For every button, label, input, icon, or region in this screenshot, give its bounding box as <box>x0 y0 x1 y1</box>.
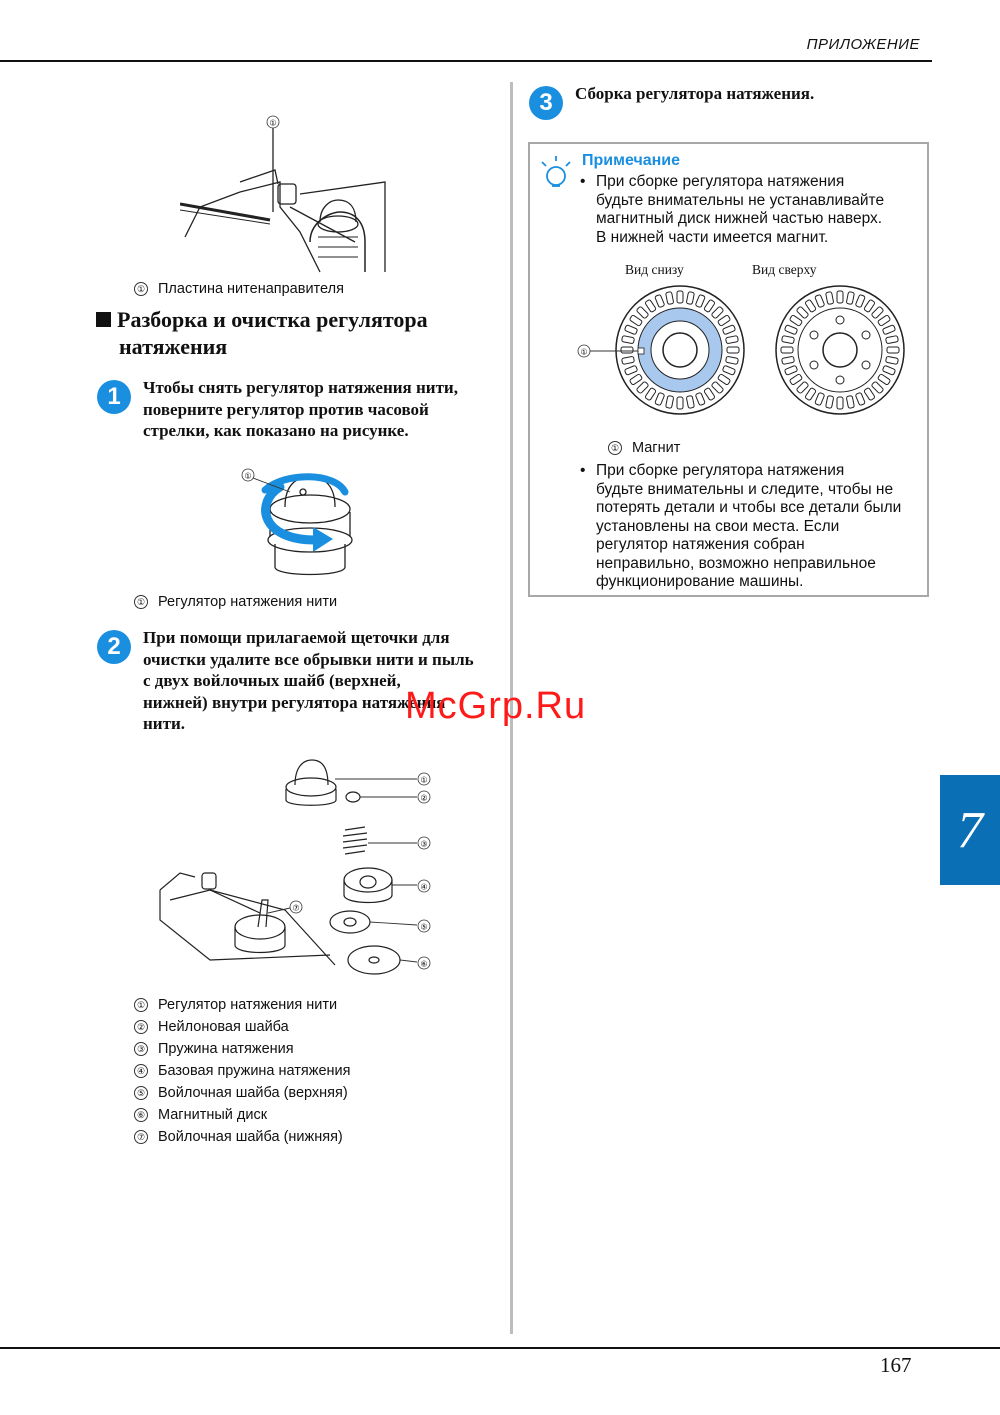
callout-3: ③ <box>420 839 428 849</box>
caption-marker: ① <box>134 595 148 609</box>
header-rule <box>0 60 932 62</box>
page-number: 167 <box>880 1353 912 1377</box>
chapter-number: 7 <box>957 801 983 859</box>
list-label: Магнитный диск <box>158 1107 268 1123</box>
list-item <box>134 1104 351 1126</box>
list-marker: ⑥ <box>134 1108 148 1122</box>
callout-1: ① <box>420 775 428 785</box>
step-2-line: с двух войлочных шайб (верхней, <box>143 671 401 690</box>
label-top-view: Вид сверху <box>752 262 817 277</box>
list-marker: ⑤ <box>134 1086 148 1100</box>
callout-7: ⑦ <box>292 903 300 913</box>
list-label: Пружина натяжения <box>158 1041 294 1057</box>
list-item <box>134 1038 351 1060</box>
note-line: установлены на свои места. Если <box>596 517 840 535</box>
figure-caption <box>134 281 344 297</box>
tension-assembly-figure <box>150 755 440 985</box>
list-item <box>134 1060 351 1082</box>
section-title <box>96 306 428 360</box>
chapter-tab[interactable] <box>940 775 1000 885</box>
note-line: функционирование машины. <box>596 573 804 590</box>
note-line: будьте внимательны и следите, чтобы не <box>596 480 894 498</box>
note-line: неправильно, возможно неправильное <box>596 554 876 572</box>
caption-marker: ① <box>134 282 148 296</box>
step-1-line: Чтобы снять регулятор натяжения нити, <box>143 378 458 397</box>
bullet: • <box>580 462 586 479</box>
list-item <box>134 1016 351 1038</box>
list-marker: ① <box>134 998 148 1012</box>
note-line: магнитный диск нижней частью наверх. <box>596 210 883 227</box>
footer-rule <box>0 1347 1000 1349</box>
note-line: регулятор натяжения собран <box>596 536 805 553</box>
callout-4: ④ <box>420 882 428 892</box>
step-1-line: поверните регулятор против часовой <box>143 399 429 419</box>
step-1-text <box>143 377 458 442</box>
lightbulb-icon <box>538 154 572 190</box>
note-caption <box>608 440 680 456</box>
thread-guide-plate-figure <box>180 112 410 274</box>
note-box <box>528 142 929 597</box>
list-label: Базовая пружина натяжения <box>158 1063 351 1079</box>
list-marker: ④ <box>134 1064 148 1078</box>
caption-text: Регулятор натяжения нити <box>158 594 338 610</box>
note-bullet-2 <box>580 462 902 592</box>
list-label: Войлочная шайба (верхняя) <box>158 1085 348 1101</box>
note-line: потерять детали и чтобы все детали были <box>596 499 902 516</box>
section-title-line2: натяжения <box>119 334 228 359</box>
list-item <box>134 1126 351 1148</box>
bullet: • <box>580 173 586 190</box>
section-title-line1: Разборка и очистка регулятора <box>117 307 428 332</box>
callout-1: ① <box>244 471 252 481</box>
header-section-label: ПРИЛОЖЕНИЕ <box>806 36 920 53</box>
caption-text: Пластина нитенаправителя <box>158 281 344 297</box>
callout-2: ② <box>420 793 428 803</box>
step-2-line: нижней) внутри регулятора натяжения <box>143 692 446 712</box>
square-bullet-icon <box>96 312 111 327</box>
label-bottom-view: Вид снизу <box>625 262 684 277</box>
list-item <box>134 1082 351 1104</box>
step-2-line: нити. <box>143 714 185 733</box>
callout-6: ⑥ <box>420 959 428 969</box>
watermark: McGrp.Ru <box>405 685 587 727</box>
step-3-title: Сборка регулятора натяжения. <box>575 84 815 103</box>
tension-dial-figure <box>235 462 365 584</box>
step-1-badge: 1 <box>97 380 131 414</box>
step-2-line: При помощи прилагаемой щеточки для <box>143 628 450 647</box>
magnetic-disk-views <box>570 282 910 417</box>
note-title: Примечание <box>582 152 681 169</box>
list-label: Регулятор натяжения нити <box>158 997 338 1013</box>
step-2-line: очистки удалите все обрывки нити и пыль <box>143 649 474 669</box>
list-label: Нейлоновая шайба <box>158 1019 289 1035</box>
list-label: Войлочная шайба (нижняя) <box>158 1129 343 1145</box>
callout-5: ⑤ <box>420 922 428 932</box>
list-marker: ③ <box>134 1042 148 1056</box>
list-marker: ⑦ <box>134 1130 148 1144</box>
callout-1: ① <box>269 118 277 128</box>
parts-list <box>134 994 351 1148</box>
caption-marker: ① <box>608 441 622 455</box>
note-line: При сборке регулятора натяжения <box>596 462 845 479</box>
disk-bottom-view <box>578 286 744 414</box>
list-item <box>134 994 351 1016</box>
callout-1: ① <box>580 347 588 357</box>
caption-text: Магнит <box>632 440 681 456</box>
note-bullet-1 <box>580 173 885 247</box>
step-3-badge: 3 <box>529 86 563 120</box>
note-line: При сборке регулятора натяжения <box>596 173 845 190</box>
list-marker: ② <box>134 1020 148 1034</box>
step-1-line: стрелки, как показано на рисунке. <box>143 421 409 440</box>
step-2-badge: 2 <box>97 630 131 664</box>
note-line: В нижней части имеется магнит. <box>596 228 829 246</box>
note-line: будьте внимательны не устанавливайте <box>596 191 885 209</box>
disk-top-view <box>776 286 904 414</box>
step-1-caption <box>134 594 337 610</box>
